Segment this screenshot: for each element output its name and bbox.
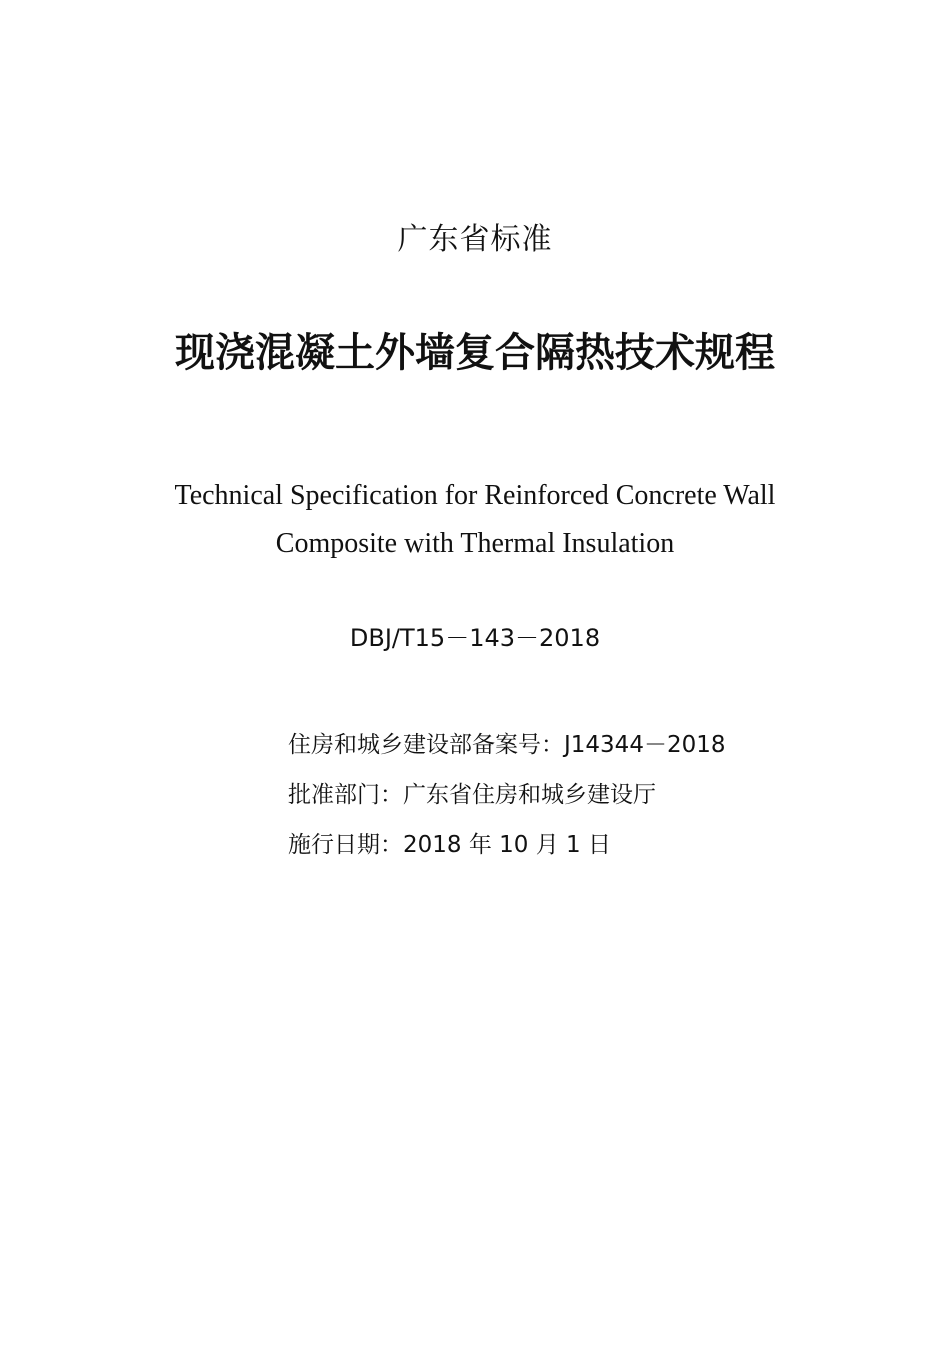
- english-title: [0, 472, 950, 568]
- filing-number: 住房和城乡建设部备案号：J14344－2018: [288, 732, 726, 758]
- metadata-block: [288, 720, 725, 870]
- english-title-line-1: Technical Specification for Reinforced Concrete Wall: [174, 480, 776, 511]
- chinese-title: 现浇混凝土外墙复合隔热技术规程: [175, 330, 775, 376]
- standard-category: 广东省标准: [397, 222, 553, 257]
- english-title-line-2: Composite with Thermal Insulation: [275, 528, 675, 559]
- standard-code: DBJ/T15－143－2018: [349, 624, 601, 652]
- approval-department: 批准部门：广东省住房和城乡建设厅: [288, 782, 656, 808]
- effective-date: 施行日期：2018 年 10 月 1 日: [288, 832, 611, 858]
